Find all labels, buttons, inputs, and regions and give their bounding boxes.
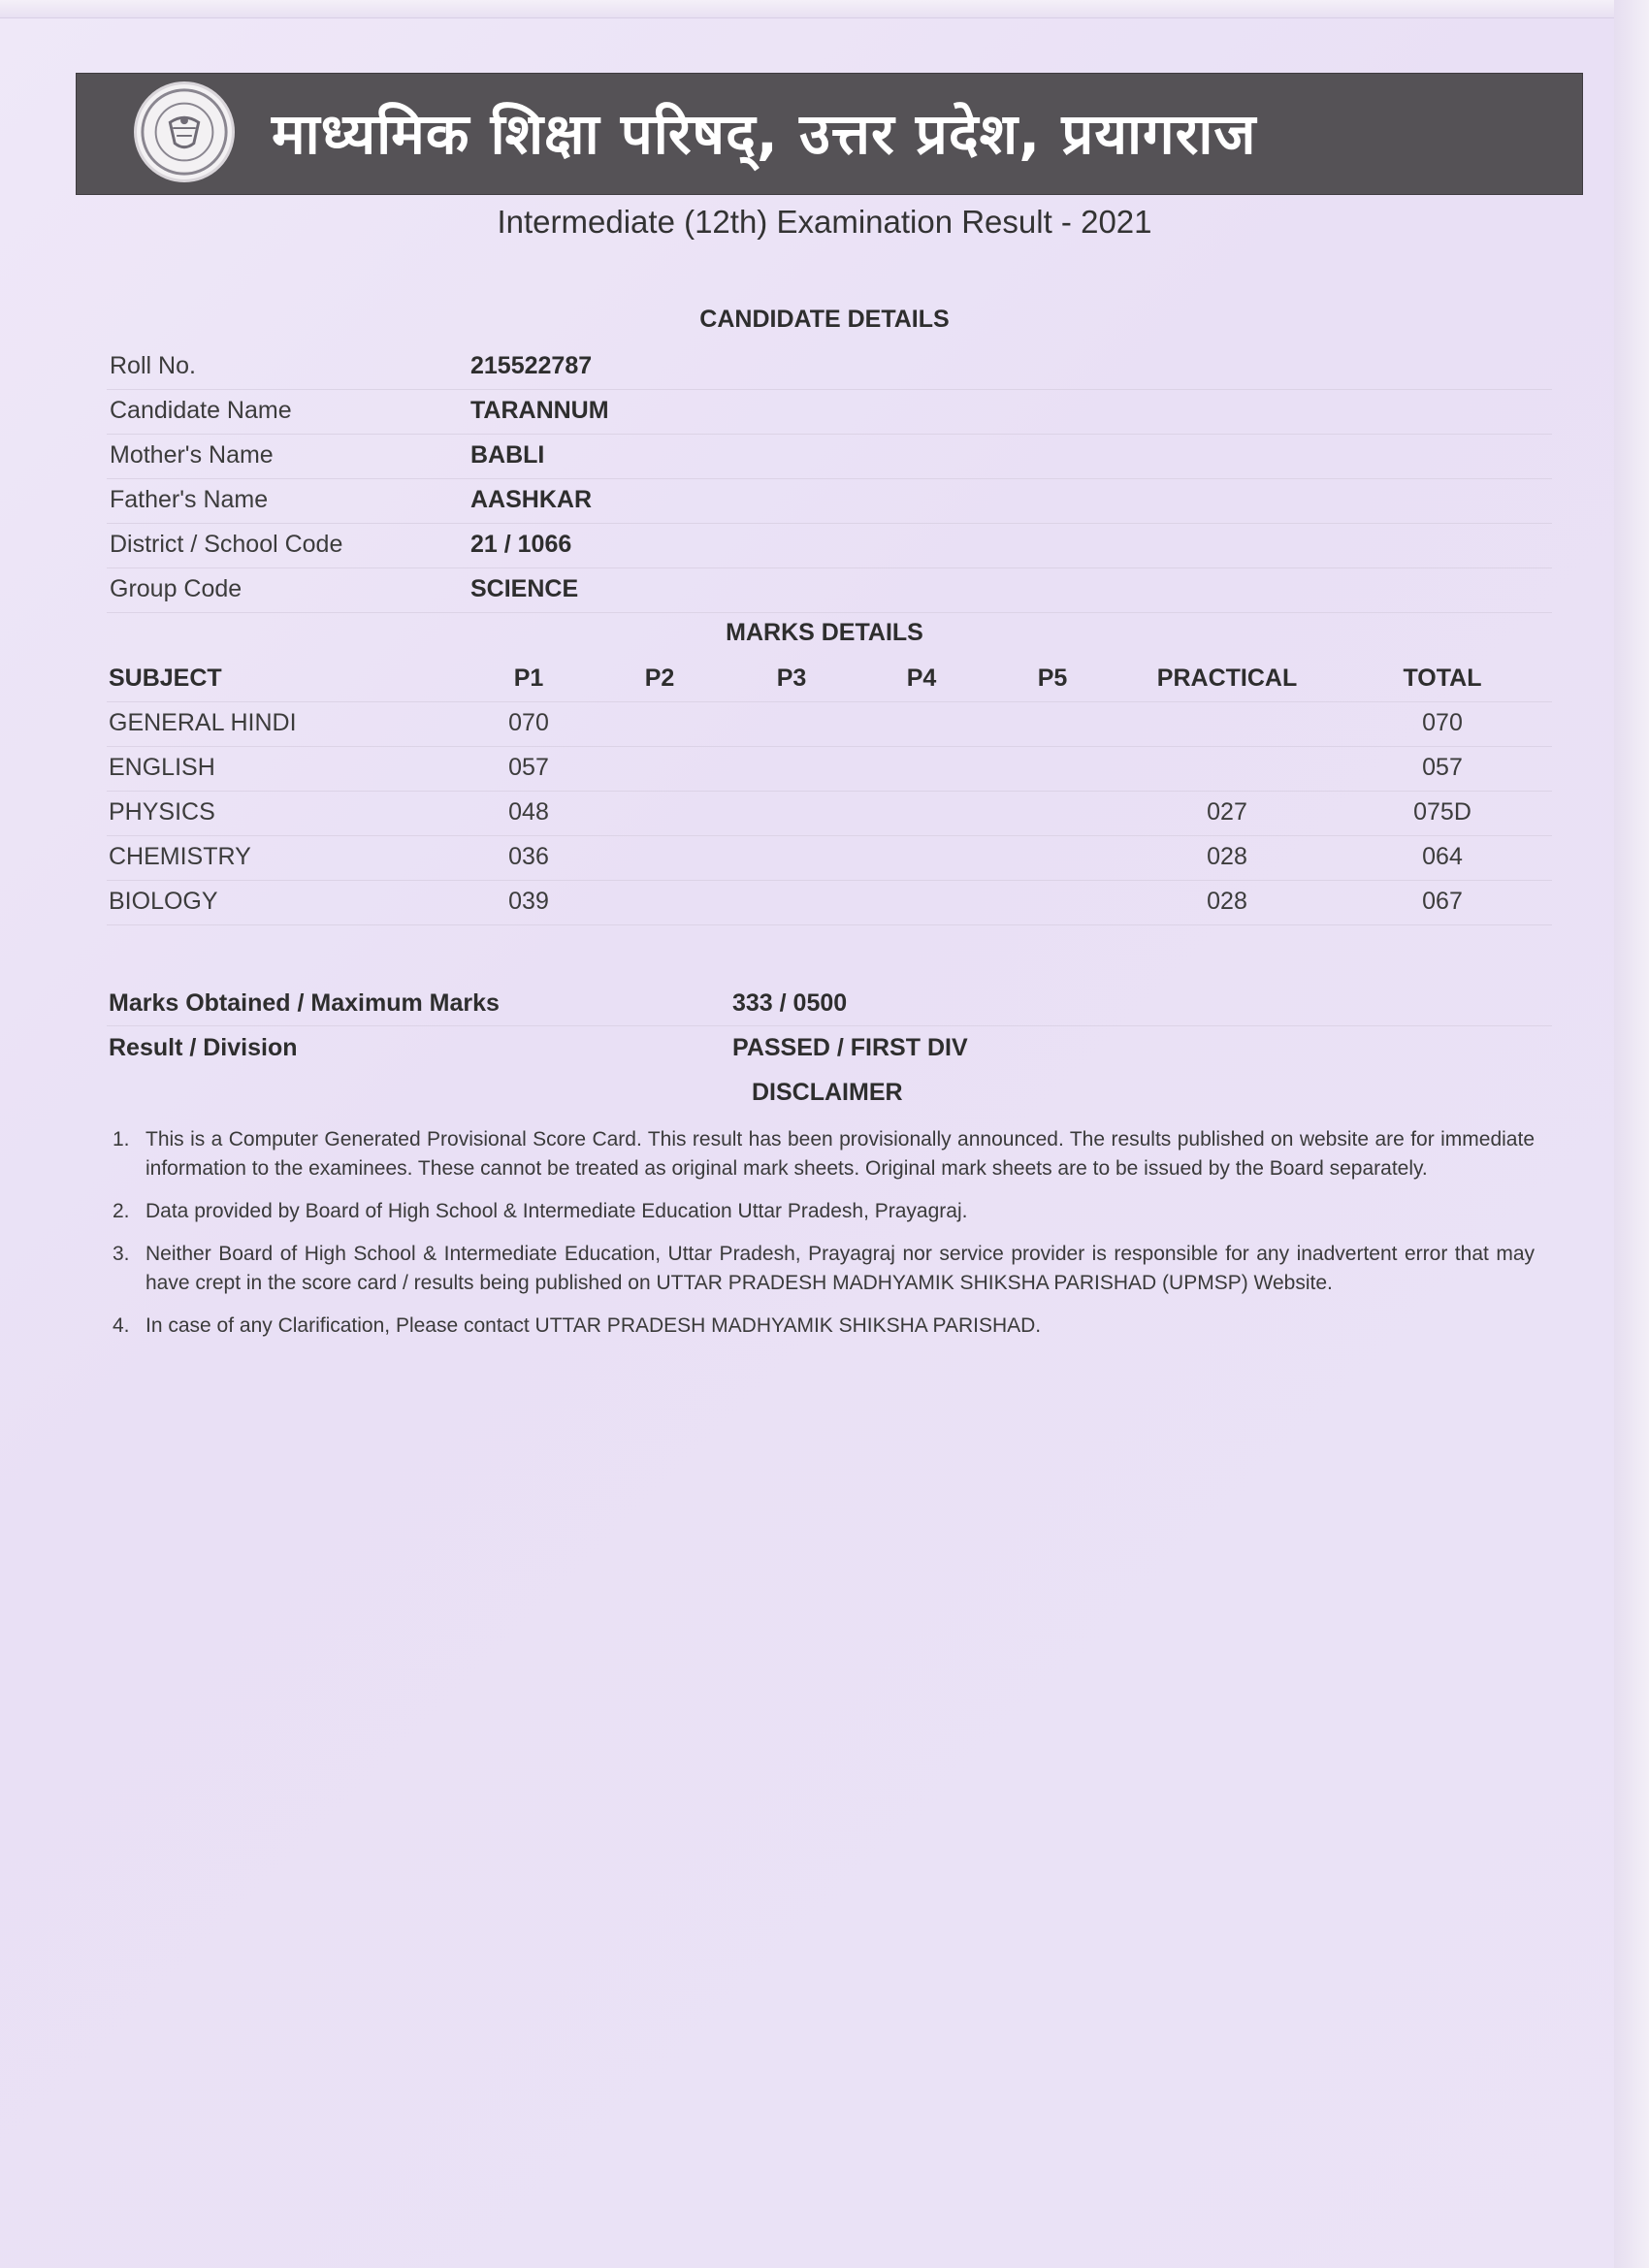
practical-cell: 027: [1207, 798, 1247, 826]
field-label: Group Code: [110, 575, 242, 602]
field-label: District / School Code: [110, 531, 343, 558]
column-header: P1: [513, 664, 544, 692]
board-title: माध्यमिक शिक्षा परिषद्, उत्तर प्रदेश, प्रयागराज: [272, 101, 1257, 167]
column-header: P4: [906, 664, 937, 692]
field-value: AASHKAR: [470, 486, 592, 513]
item-text: Neither Board of High School & Intermediate Education, Uttar Pradesh, Prayagraj nor service provider is responsible for any inadvertent error that may have crept in the score card / results being published on UTTAR PRADESH MADHYAMIK SHIKSHA PARISHAD (UPMSP) Website.: [146, 1243, 1535, 1294]
disclaimer-item: [113, 1240, 1535, 1298]
total-cell: 067: [1422, 888, 1463, 915]
disclaimer-item: [113, 1312, 1535, 1341]
result-division-value: PASSED / FIRST DIV: [732, 1034, 968, 1061]
p1-cell: 070: [508, 709, 549, 736]
column-header: SUBJECT: [109, 664, 222, 692]
candidate-details-heading: CANDIDATE DETAILS: [699, 306, 950, 333]
item-text: This is a Computer Generated Provisional Score Card. This result has been provisionally announced. The results published on website are for immediate information to the examinees. These cannot be treated as original mark sheets. Original mark sheets are to be issued by the Board separately.: [146, 1128, 1535, 1180]
result-division-label: Result / Division: [109, 1034, 298, 1061]
field-label: Candidate Name: [110, 397, 292, 424]
field-label: Father's Name: [110, 486, 269, 513]
marks-obtained-value: 333 / 0500: [732, 989, 848, 1017]
column-header: P2: [644, 664, 675, 692]
candidate-row-name: [0, 389, 1649, 434]
total-cell: 057: [1422, 754, 1463, 781]
column-header: TOTAL: [1403, 664, 1482, 692]
field-label: Roll No.: [110, 352, 196, 379]
row-divider: [107, 924, 1552, 925]
table-row: [0, 701, 1649, 746]
page-top-edge: [0, 0, 1649, 18]
marks-details-heading: MARKS DETAILS: [726, 619, 923, 646]
candidate-row-roll: [0, 344, 1649, 389]
candidate-row-group: [0, 567, 1649, 612]
p1-cell: 036: [508, 843, 549, 870]
row-divider: [107, 612, 1552, 613]
item-number: 1.: [113, 1128, 130, 1150]
subject-cell: ENGLISH: [109, 754, 215, 781]
field-value: BABLI: [470, 441, 545, 469]
item-number: 2.: [113, 1200, 130, 1222]
candidate-row-mother: [0, 434, 1649, 478]
table-row: [0, 791, 1649, 835]
practical-cell: 028: [1207, 888, 1247, 915]
emblem-icon: [134, 81, 235, 182]
field-value: 21 / 1066: [470, 531, 572, 558]
p1-cell: 048: [508, 798, 549, 826]
item-text: Data provided by Board of High School & Intermediate Education Uttar Pradesh, Prayagraj.: [146, 1200, 968, 1222]
column-header: P3: [776, 664, 807, 692]
subject-cell: BIOLOGY: [109, 888, 218, 915]
disclaimer-item: [113, 1125, 1535, 1183]
exam-result-title: Intermediate (12th) Examination Result - 2021: [497, 204, 1152, 240]
total-cell: 070: [1422, 709, 1463, 736]
marks-header-row: [0, 657, 1649, 701]
subject-cell: GENERAL HINDI: [109, 709, 297, 736]
table-row: [0, 835, 1649, 880]
table-row: [0, 746, 1649, 791]
field-value: TARANNUM: [470, 397, 609, 424]
field-label: Mother's Name: [110, 441, 274, 469]
column-header: P5: [1037, 664, 1068, 692]
candidate-row-district: [0, 523, 1649, 567]
practical-cell: 028: [1207, 843, 1247, 870]
total-cell: 064: [1422, 843, 1463, 870]
disclaimer-heading: DISCLAIMER: [752, 1079, 903, 1106]
candidate-row-father: [0, 478, 1649, 523]
item-number: 3.: [113, 1243, 130, 1265]
subject-cell: PHYSICS: [109, 798, 215, 826]
table-row: [0, 880, 1649, 924]
row-divider: [107, 1025, 1552, 1026]
total-cell: 075D: [1413, 798, 1471, 826]
field-value: SCIENCE: [470, 575, 579, 602]
item-text: In case of any Clarification, Please contact UTTAR PRADESH MADHYAMIK SHIKSHA PARISHAD.: [146, 1314, 1042, 1337]
subject-cell: CHEMISTRY: [109, 843, 251, 870]
p1-cell: 039: [508, 888, 549, 915]
item-number: 4.: [113, 1314, 130, 1337]
page-right-edge: [1614, 0, 1649, 2268]
marks-obtained-label: Marks Obtained / Maximum Marks: [109, 989, 500, 1017]
p1-cell: 057: [508, 754, 549, 781]
disclaimer-list: [113, 1125, 1535, 1354]
disclaimer-item: [113, 1197, 1535, 1226]
column-header: PRACTICAL: [1156, 664, 1298, 692]
field-value: 215522787: [470, 352, 593, 379]
